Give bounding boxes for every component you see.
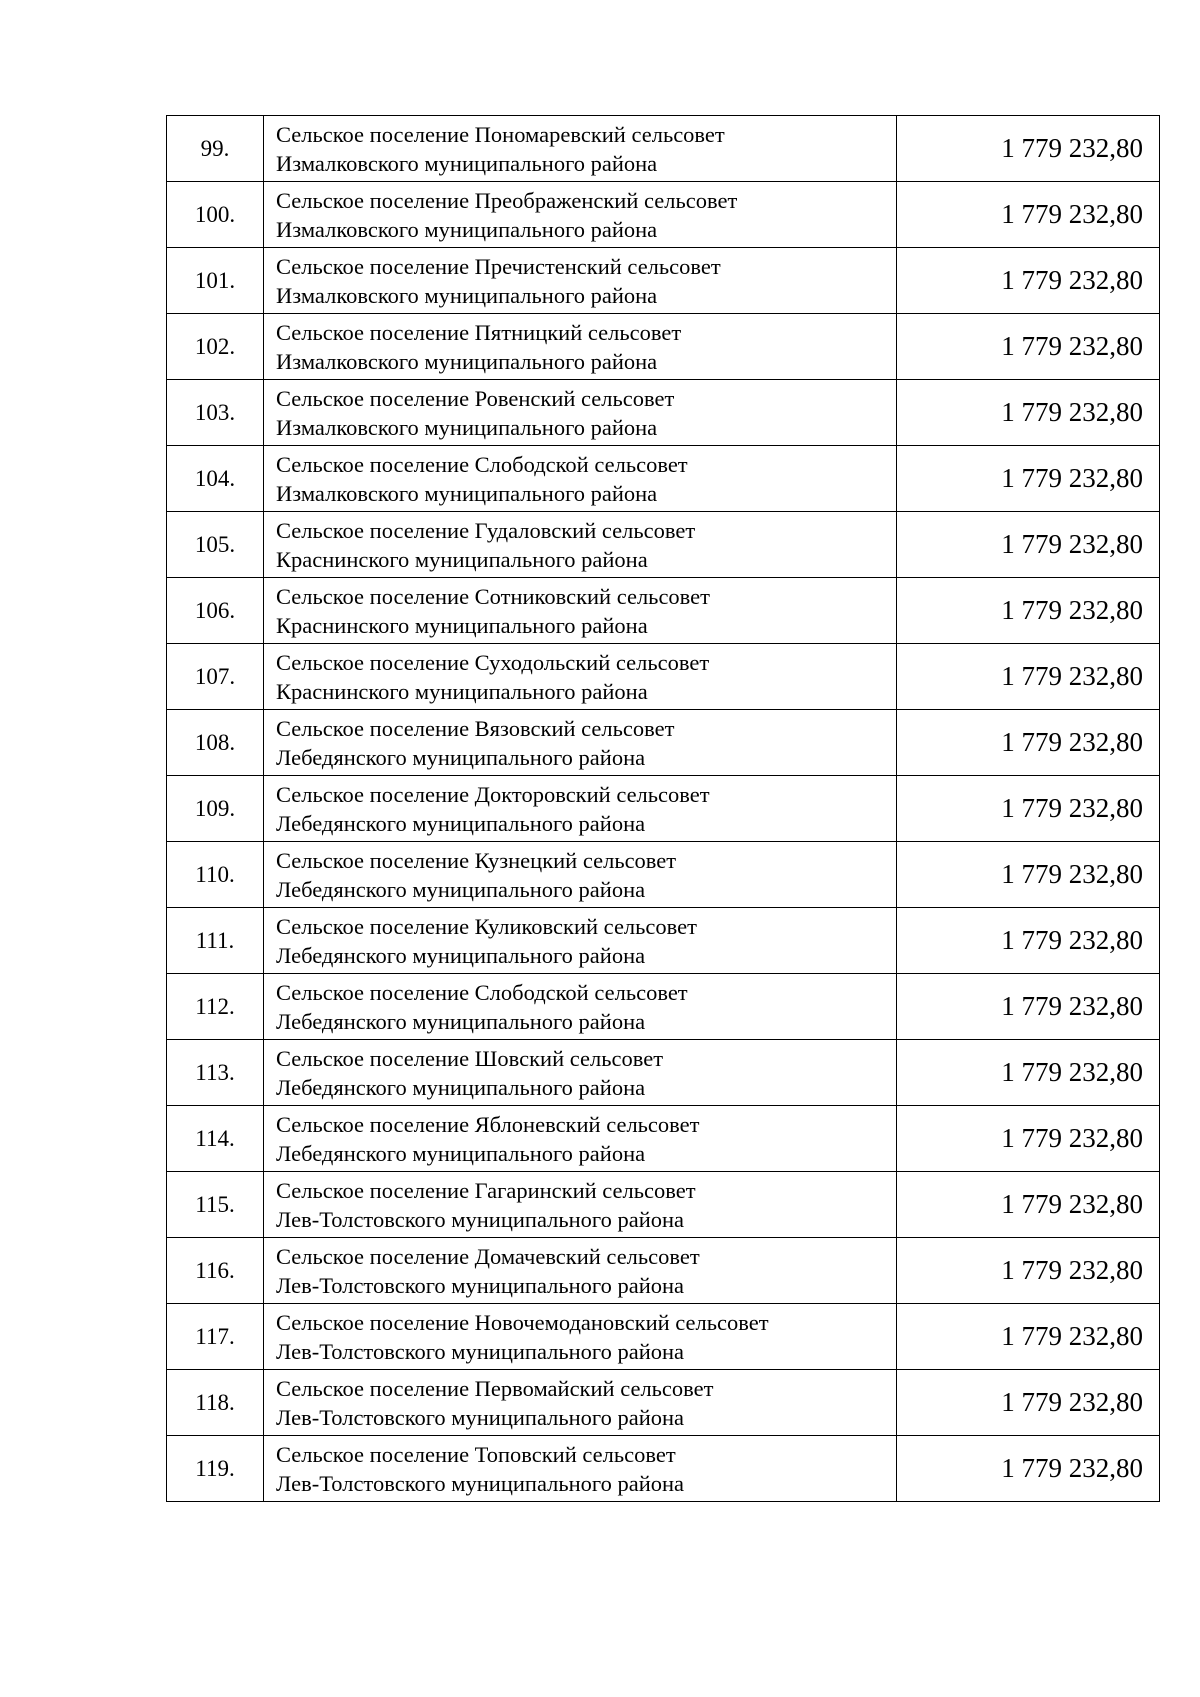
settlement-name: Сельское поселение Вязовский сельсовет	[276, 715, 675, 741]
district-name: Измалковского муниципального района	[276, 216, 658, 242]
settlement-name: Сельское поселение Суходольский сельсовет	[276, 649, 710, 675]
table-row	[167, 1106, 1160, 1172]
table-row	[167, 974, 1160, 1040]
table-row	[167, 248, 1160, 314]
row-number: 99.	[167, 116, 264, 182]
table-row	[167, 842, 1160, 908]
table-row	[167, 380, 1160, 446]
district-name: Краснинского муниципального района	[276, 612, 648, 638]
settlement-name: Сельское поселение Кузнецкий сельсовет	[276, 847, 677, 873]
table-row	[167, 1304, 1160, 1370]
row-number: 103.	[167, 380, 264, 446]
amount: 1 779 232,80	[897, 644, 1160, 710]
settlement-name-cell	[264, 1436, 897, 1502]
district-name: Измалковского муниципального района	[276, 348, 658, 374]
table-body	[167, 116, 1160, 1502]
settlement-name-cell	[264, 1106, 897, 1172]
row-number: 117.	[167, 1304, 264, 1370]
table-row	[167, 446, 1160, 512]
amount: 1 779 232,80	[897, 314, 1160, 380]
table-row	[167, 1370, 1160, 1436]
row-number: 107.	[167, 644, 264, 710]
settlement-name: Сельское поселение Новочемодановский сельсовет	[276, 1309, 769, 1335]
amount: 1 779 232,80	[897, 116, 1160, 182]
settlement-name-cell	[264, 182, 897, 248]
amount: 1 779 232,80	[897, 1238, 1160, 1304]
district-name: Лебедянского муниципального района	[276, 1140, 646, 1166]
settlement-name: Сельское поселение Пречистенский сельсовет	[276, 253, 721, 279]
table-row	[167, 644, 1160, 710]
settlement-name-cell	[264, 380, 897, 446]
row-number: 113.	[167, 1040, 264, 1106]
row-number: 109.	[167, 776, 264, 842]
district-name: Измалковского муниципального района	[276, 414, 658, 440]
settlement-name-cell	[264, 314, 897, 380]
table-row	[167, 710, 1160, 776]
table-row	[167, 314, 1160, 380]
settlement-name: Сельское поселение Преображенский сельсовет	[276, 187, 738, 213]
district-name: Краснинского муниципального района	[276, 546, 648, 572]
amount: 1 779 232,80	[897, 1370, 1160, 1436]
district-name: Лев-Толстовского муниципального района	[276, 1404, 685, 1430]
table-row	[167, 1040, 1160, 1106]
settlement-name-cell	[264, 512, 897, 578]
row-number: 104.	[167, 446, 264, 512]
settlement-name-cell	[264, 1370, 897, 1436]
settlement-name: Сельское поселение Гудаловский сельсовет	[276, 517, 696, 543]
settlement-name-cell	[264, 248, 897, 314]
table-row	[167, 776, 1160, 842]
settlement-name: Сельское поселение Топовский сельсовет	[276, 1441, 676, 1467]
table-row	[167, 908, 1160, 974]
row-number: 116.	[167, 1238, 264, 1304]
settlement-name-cell	[264, 1238, 897, 1304]
settlement-name-cell	[264, 1040, 897, 1106]
amount: 1 779 232,80	[897, 776, 1160, 842]
amount: 1 779 232,80	[897, 1172, 1160, 1238]
settlement-name: Сельское поселение Домачевский сельсовет	[276, 1243, 700, 1269]
district-name: Лебедянского муниципального района	[276, 744, 646, 770]
row-number: 114.	[167, 1106, 264, 1172]
amount: 1 779 232,80	[897, 908, 1160, 974]
district-name: Измалковского муниципального района	[276, 150, 658, 176]
settlement-name-cell	[264, 644, 897, 710]
settlement-name: Сельское поселение Яблоневский сельсовет	[276, 1111, 700, 1137]
table-row	[167, 1172, 1160, 1238]
district-name: Измалковского муниципального района	[276, 282, 658, 308]
district-name: Лев-Толстовского муниципального района	[276, 1206, 685, 1232]
settlement-name: Сельское поселение Докторовский сельсовет	[276, 781, 710, 807]
amount: 1 779 232,80	[897, 1040, 1160, 1106]
table-row	[167, 1436, 1160, 1502]
amount: 1 779 232,80	[897, 974, 1160, 1040]
settlement-name: Сельское поселение Первомайский сельсовет	[276, 1375, 714, 1401]
district-name: Лев-Толстовского муниципального района	[276, 1272, 685, 1298]
district-name: Измалковского муниципального района	[276, 480, 658, 506]
district-name: Лебедянского муниципального района	[276, 810, 646, 836]
settlement-name: Сельское поселение Пономаревский сельсовет	[276, 121, 725, 147]
amount: 1 779 232,80	[897, 1304, 1160, 1370]
district-name: Лебедянского муниципального района	[276, 1074, 646, 1100]
amount: 1 779 232,80	[897, 578, 1160, 644]
settlement-name-cell	[264, 446, 897, 512]
row-number: 108.	[167, 710, 264, 776]
amount: 1 779 232,80	[897, 710, 1160, 776]
settlement-name: Сельское поселение Пятницкий сельсовет	[276, 319, 682, 345]
row-number: 100.	[167, 182, 264, 248]
row-number: 106.	[167, 578, 264, 644]
settlement-name-cell	[264, 908, 897, 974]
settlement-name-cell	[264, 842, 897, 908]
amount: 1 779 232,80	[897, 1106, 1160, 1172]
district-name: Лебедянского муниципального района	[276, 876, 646, 902]
amount: 1 779 232,80	[897, 248, 1160, 314]
settlement-name-cell	[264, 1172, 897, 1238]
district-name: Лебедянского муниципального района	[276, 1008, 646, 1034]
settlement-name: Сельское поселение Слободской сельсовет	[276, 451, 688, 477]
table-row	[167, 512, 1160, 578]
settlement-name: Сельское поселение Ровенский сельсовет	[276, 385, 675, 411]
table-row	[167, 116, 1160, 182]
table-row	[167, 578, 1160, 644]
settlement-name-cell	[264, 1304, 897, 1370]
amount: 1 779 232,80	[897, 182, 1160, 248]
district-name: Лебедянского муниципального района	[276, 942, 646, 968]
district-name: Лев-Толстовского муниципального района	[276, 1338, 685, 1364]
table-row	[167, 1238, 1160, 1304]
settlement-name: Сельское поселение Сотниковский сельсовет	[276, 583, 710, 609]
settlement-name-cell	[264, 578, 897, 644]
district-name: Лев-Толстовского муниципального района	[276, 1470, 685, 1496]
row-number: 105.	[167, 512, 264, 578]
row-number: 102.	[167, 314, 264, 380]
amount: 1 779 232,80	[897, 446, 1160, 512]
settlement-name: Сельское поселение Слободской сельсовет	[276, 979, 688, 1005]
settlement-name: Сельское поселение Шовский сельсовет	[276, 1045, 664, 1071]
settlement-name: Сельское поселение Гагаринский сельсовет	[276, 1177, 696, 1203]
row-number: 111.	[167, 908, 264, 974]
row-number: 119.	[167, 1436, 264, 1502]
settlement-name-cell	[264, 974, 897, 1040]
amount: 1 779 232,80	[897, 1436, 1160, 1502]
district-name: Краснинского муниципального района	[276, 678, 648, 704]
settlement-name: Сельское поселение Куликовский сельсовет	[276, 913, 697, 939]
row-number: 112.	[167, 974, 264, 1040]
settlement-name-cell	[264, 116, 897, 182]
allocation-table	[166, 115, 1160, 1502]
row-number: 101.	[167, 248, 264, 314]
row-number: 118.	[167, 1370, 264, 1436]
settlement-name-cell	[264, 776, 897, 842]
row-number: 115.	[167, 1172, 264, 1238]
amount: 1 779 232,80	[897, 842, 1160, 908]
amount: 1 779 232,80	[897, 512, 1160, 578]
table-row	[167, 182, 1160, 248]
settlement-name-cell	[264, 710, 897, 776]
row-number: 110.	[167, 842, 264, 908]
amount: 1 779 232,80	[897, 380, 1160, 446]
